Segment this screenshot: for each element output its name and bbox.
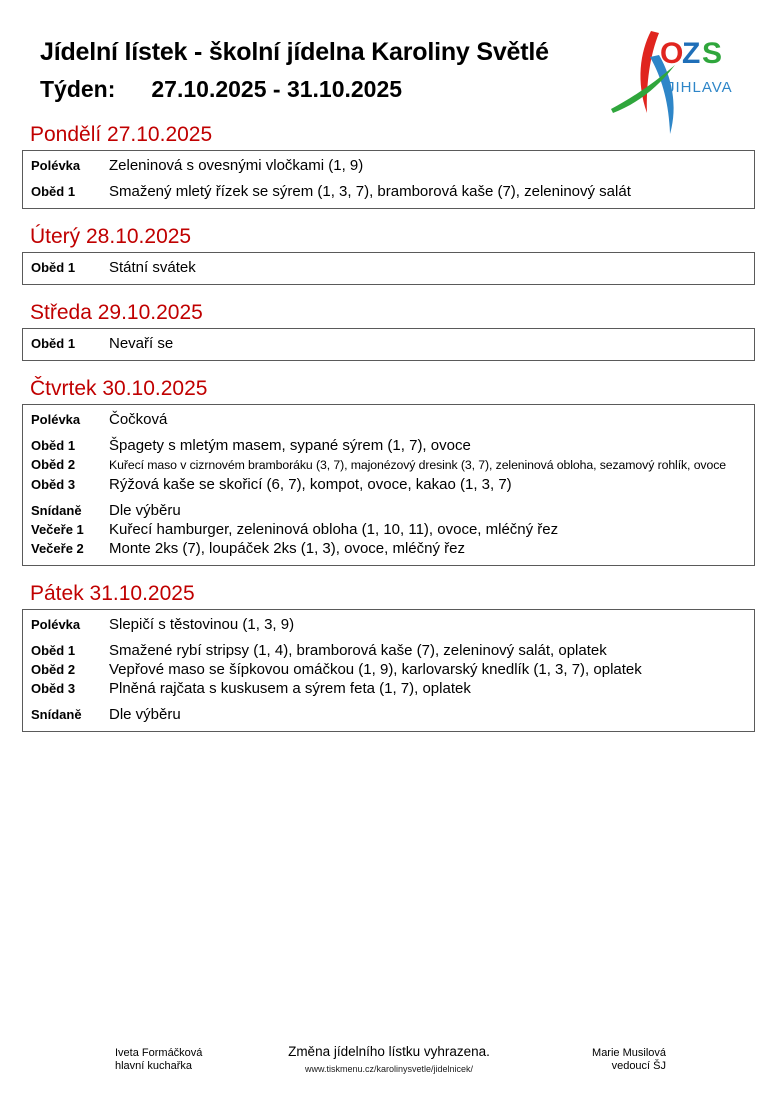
meal-type-label: Polévka bbox=[31, 158, 81, 173]
meal-type-label: Oběd 1 bbox=[31, 438, 76, 453]
meal-type-label: Polévka bbox=[31, 412, 81, 427]
meal-description: Vepřové maso se šípkovou omáčkou (1, 9), karlovarský knedlík (1, 3, 7), oplatek bbox=[109, 661, 642, 678]
meal-description: Špagety s mletým masem, sypané sýrem (1, 7), ovoce bbox=[109, 437, 471, 454]
day-section-ctvrtek bbox=[22, 377, 755, 566]
meal-description: Smažený mletý řízek se sýrem (1, 3, 7), bramborová kaše (7), zeleninový salát bbox=[109, 183, 631, 200]
day-heading: Pátek 31.10.2025 bbox=[30, 582, 195, 605]
manager-role: vedoucí ŠJ bbox=[611, 1060, 666, 1072]
meal-type-label: Snídaně bbox=[31, 707, 82, 722]
meal-type-label: Večeře 2 bbox=[31, 541, 84, 556]
meal-type-label: Oběd 1 bbox=[31, 336, 76, 351]
week-label: Týden: bbox=[40, 76, 116, 102]
day-heading: Čtvrtek 30.10.2025 bbox=[30, 377, 208, 400]
meal-row bbox=[31, 520, 746, 539]
page-title: Jídelní lístek - školní jídelna Karoliny Světlé bbox=[40, 38, 549, 66]
meal-description: Dle výběru bbox=[109, 706, 181, 723]
day-section-utery bbox=[22, 225, 755, 285]
meal-row bbox=[31, 156, 746, 175]
meal-description: Rýžová kaše se skořicí (6, 7), kompot, ovoce, kakao (1, 3, 7) bbox=[109, 476, 512, 493]
cook-role: hlavní kuchařka bbox=[115, 1060, 193, 1072]
menu-table bbox=[22, 609, 755, 732]
meal-description: Kuřecí maso v cizrnovém bramboráku (3, 7), majonézový dresink (3, 7), zeleninová obloha, sezamový rohlík, ovoce bbox=[109, 458, 727, 472]
menu-table bbox=[22, 150, 755, 209]
meal-type-label: Polévka bbox=[31, 617, 81, 632]
menu-url: www.tiskmenu.cz/karolinysvetle/jidelnicek/ bbox=[304, 1064, 474, 1074]
meal-description: Monte 2ks (7), loupáček 2ks (1, 3), ovoce, mléčný řez bbox=[109, 540, 465, 557]
footer-cook-block bbox=[115, 1047, 202, 1073]
logo-letter-z: Z bbox=[682, 37, 701, 70]
meal-row bbox=[31, 258, 746, 277]
meal-row bbox=[31, 539, 746, 558]
meal-description: Zeleninová s ovesnými vločkami (1, 9) bbox=[109, 157, 364, 174]
day-heading: Úterý 28.10.2025 bbox=[30, 225, 192, 248]
menu-content bbox=[22, 123, 755, 732]
footer-manager-block bbox=[592, 1047, 666, 1073]
day-heading: Středa 29.10.2025 bbox=[30, 301, 203, 324]
meal-row bbox=[31, 334, 746, 353]
meal-row bbox=[31, 679, 746, 698]
meal-row bbox=[31, 475, 746, 494]
meal-description: Slepičí s těstovinou (1, 3, 9) bbox=[109, 616, 295, 633]
logo-letter-s: S bbox=[702, 37, 723, 70]
document-footer bbox=[0, 1044, 778, 1090]
meal-row bbox=[31, 705, 746, 724]
meal-row bbox=[31, 501, 746, 520]
meal-description: Plněná rajčata s kuskusem a sýrem feta (1, 7), oplatek bbox=[109, 680, 471, 697]
day-section-patek bbox=[22, 582, 755, 732]
meal-type-label: Večeře 1 bbox=[31, 522, 84, 537]
menu-table bbox=[22, 404, 755, 566]
meal-type-label: Oběd 1 bbox=[31, 260, 76, 275]
day-section-streda bbox=[22, 301, 755, 361]
meal-description: Nevaří se bbox=[109, 335, 174, 352]
meal-description: Čočková bbox=[109, 411, 168, 428]
menu-table bbox=[22, 252, 755, 285]
meal-row bbox=[31, 641, 746, 660]
meal-row bbox=[31, 615, 746, 634]
meal-type-label: Oběd 2 bbox=[31, 457, 76, 472]
meal-type-label: Oběd 3 bbox=[31, 477, 76, 492]
manager-name: Marie Musilová bbox=[592, 1047, 666, 1059]
menu-table bbox=[22, 328, 755, 361]
meal-description: Dle výběru bbox=[109, 502, 181, 519]
meal-description: Státní svátek bbox=[109, 259, 196, 276]
meal-row bbox=[31, 660, 746, 679]
week-range: 27.10.2025 - 31.10.2025 bbox=[151, 76, 403, 102]
document-header bbox=[0, 0, 778, 103]
meal-type-label: Oběd 1 bbox=[31, 184, 76, 199]
logo-swoosh-red-icon bbox=[640, 31, 659, 113]
meal-description: Kuřecí hamburger, zeleninová obloha (1, 10, 11), ovoce, mléčný řez bbox=[109, 521, 559, 538]
meal-type-label: Oběd 3 bbox=[31, 681, 76, 696]
change-notice: Změna jídelního lístku vyhrazena. bbox=[288, 1044, 490, 1059]
meal-row bbox=[31, 455, 746, 475]
logo-letter-o: O bbox=[660, 37, 684, 70]
meal-description: Smažené rybí stripsy (1, 4), bramborová kaše (7), zeleninový salát, oplatek bbox=[109, 642, 607, 659]
meal-type-label: Snídaně bbox=[31, 503, 82, 518]
cook-name: Iveta Formáčková bbox=[115, 1047, 203, 1059]
meal-row bbox=[31, 182, 746, 201]
ozs-jihlava-logo-icon bbox=[610, 30, 760, 140]
meal-type-label: Oběd 2 bbox=[31, 662, 76, 677]
meal-row bbox=[31, 436, 746, 455]
day-heading: Pondělí 27.10.2025 bbox=[30, 123, 213, 146]
meal-row bbox=[31, 410, 746, 429]
footer-notice-block bbox=[288, 1044, 490, 1075]
logo-city-label: JIHLAVA bbox=[667, 79, 733, 96]
meal-type-label: Oběd 1 bbox=[31, 643, 76, 658]
